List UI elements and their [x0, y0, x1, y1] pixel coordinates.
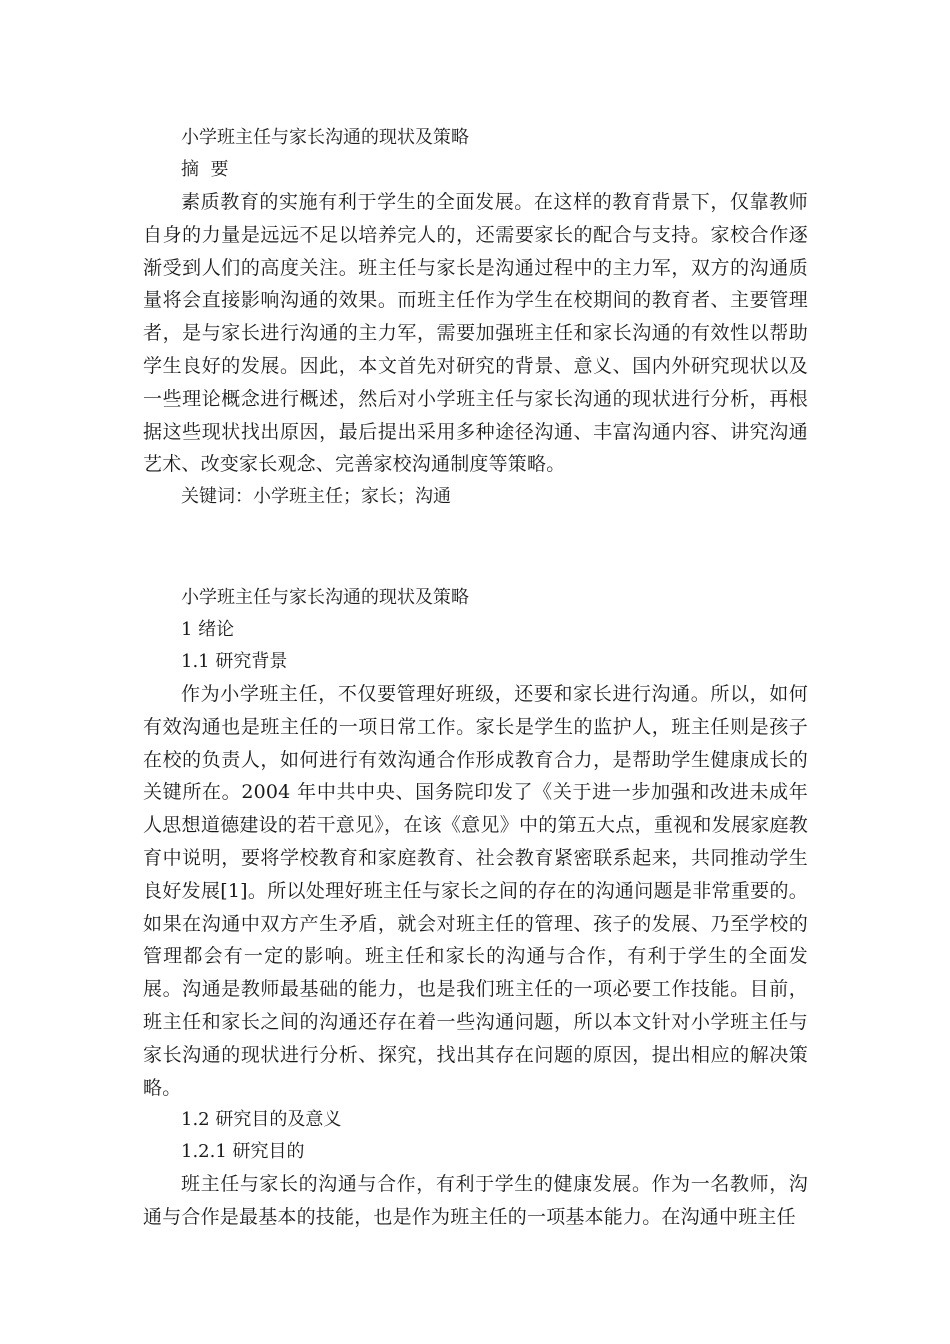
abstract-block	[143, 122, 808, 513]
abstract-title: 小学班主任与家长沟通的现状及策略	[181, 127, 469, 148]
section-heading-1-1: 1.1 研究背景	[181, 651, 288, 672]
body-title: 小学班主任与家长沟通的现状及策略	[181, 587, 469, 608]
keywords-line: 关键词：小学班主任；家长；沟通	[181, 486, 451, 508]
chapter-heading: 1 绪论	[181, 619, 235, 640]
background-paragraph: 作为小学班主任，不仅要管理好班级，还要和家长进行沟通。所以，如何有效沟通也是班主任的一项日常工作。家长是学生的监护人，班主任则是孩子在校的负责人，如何进行有效沟通合作形成教育合力，是帮助学生健康成长的关键所在。2004 年中共中央、国务院印发了《关于进一步加强和改进未成年人思想道德建设的若干意见》，在该《意见》中的第五大点，重视和发展家庭教育中说明，要将学校教育和家庭教育、社会教育紧密联系起来，共同推动学生良好发展[1]。所以处理好班主任与家长之间的存在的沟通问题是非常重要的。如果在沟通中双方产生矛盾，就会对班主任的管理、孩子的发展、乃至学校的管理都会有一定的影响。班主任和家长的沟通与合作，有利于学生的全面发展。沟通是教师最基础的能力，也是我们班主任的一项必要工作技能。目前，班主任和家长之间的沟通还存在着一些沟通问题，所以本文针对小学班主任与家长沟通的现状进行分析、探究，找出其存在问题的原因，提出相应的解决策略。	[143, 683, 808, 1099]
section-heading-1-2-1: 1.2.1 研究目的	[181, 1141, 305, 1163]
purpose-paragraph: 班主任与家长的沟通与合作，有利于学生的健康发展。作为一名教师，沟通与合作是最基本的技能，也是作为班主任的一项基本能力。在沟通中班主任	[143, 1173, 808, 1229]
abstract-paragraph: 素质教育的实施有利于学生的全面发展。在这样的教育背景下，仅靠教师自身的力量是远远不足以培养完人的，还需要家长的配合与支持。家校合作逐渐受到人们的高度关注。班主任与家长是沟通过程中的主力军，双方的沟通质量将会直接影响沟通的效果。而班主任作为学生在校期间的教育者、主要管理者，是与家长进行沟通的主力军，需要加强班主任和家长沟通的有效性以帮助学生良好的发展。因此，本文首先对研究的背景、意义、国内外研究现状以及一些理论概念进行概述，然后对小学班主任与家长沟通的现状进行分析，再根据这些现状找出原因，最后提出采用多种途径沟通、丰富沟通内容、讲究沟通艺术、改变家长观念、完善家校沟通制度等策略。	[143, 191, 808, 476]
abstract-heading: 摘 要	[181, 159, 229, 180]
section-heading-1-2: 1.2 研究目的及意义	[181, 1109, 342, 1131]
body-block	[143, 582, 808, 1234]
